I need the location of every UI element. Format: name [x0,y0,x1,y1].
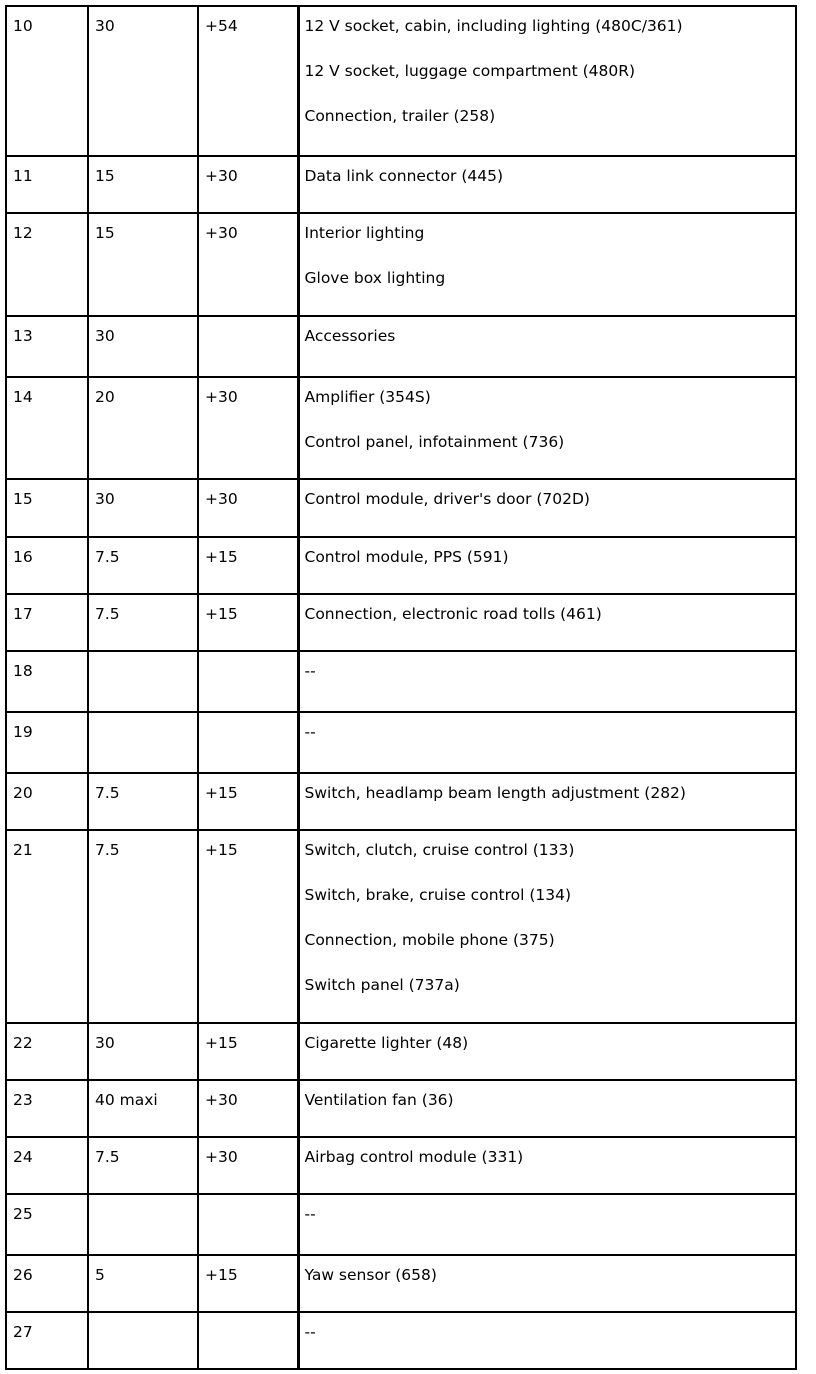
description-line: -- [304,1205,316,1223]
amperage: 7.5 [95,784,120,802]
amperage [95,1313,197,1322]
description-line: Airbag control module (331) [304,1148,524,1166]
amperage: 7.5 [95,1148,120,1166]
fuse-number: 24 [13,1148,33,1166]
table-row [6,712,796,773]
description-lines [305,538,796,567]
fuse-number-cell [6,594,88,651]
amperage: 15 [95,167,115,185]
amperage-cell [88,213,198,316]
fuse-number-cell [6,1137,88,1194]
fuse-number: 23 [13,1091,33,1109]
amperage-cell [88,6,198,156]
description-cell [298,594,796,651]
description-line: Switch, clutch, cruise control (133) [304,841,575,859]
fuse-number-cell [6,537,88,594]
fuse-number-cell [6,156,88,213]
power-supply-cell [198,6,298,156]
fuse-number: 18 [13,662,33,680]
amperage-cell [88,1023,198,1080]
fuse-number: 21 [13,841,33,859]
fuse-number: 17 [13,605,33,623]
description-line: 12 V socket, cabin, including lighting (480C/361) [304,17,683,35]
description-line: Switch, headlamp beam length adjustment (282) [304,784,686,802]
amperage-cell [88,594,198,651]
description-lines [305,1195,796,1224]
description-line: Switch panel (737a) [304,976,460,994]
table-row [6,1023,796,1080]
description-cell [298,1137,796,1194]
table-row [6,6,796,156]
description-lines [305,1081,796,1110]
fuse-number: 27 [13,1323,33,1341]
description-cell [298,830,796,1023]
power-supply-cell [198,1023,298,1080]
power-supply-cell [198,651,298,712]
table-row [6,316,796,377]
description-line: Glove box lighting [304,269,446,287]
description-line: Interior lighting [304,224,425,242]
power-supply: +15 [205,1034,238,1052]
description-lines [305,774,796,803]
description-line: Control module, PPS (591) [304,548,509,566]
description-line: Amplifier (354S) [304,388,431,406]
fuse-number: 19 [13,723,33,741]
description-lines [305,480,796,509]
table-row [6,537,796,594]
power-supply: +30 [205,1148,238,1166]
description-cell [298,1080,796,1137]
amperage-cell [88,651,198,712]
fuse-number-cell [6,712,88,773]
fuse-number: 16 [13,548,33,566]
amperage: 40 maxi [95,1091,158,1109]
power-supply: +15 [205,841,238,859]
table-row [6,479,796,537]
description-cell [298,651,796,712]
power-supply: +30 [205,167,238,185]
description-line: -- [304,1323,316,1341]
fuse-number: 13 [13,327,33,345]
power-supply [205,713,297,722]
table-row [6,213,796,316]
table-row [6,1080,796,1137]
fuse-number-cell [6,1080,88,1137]
description-line: Accessories [304,327,396,345]
table-row [6,773,796,830]
description-cell [298,1194,796,1255]
fuse-number-cell [6,316,88,377]
power-supply-cell [198,537,298,594]
fuse-number-cell [6,213,88,316]
amperage [95,1195,197,1204]
description-cell [298,6,796,156]
description-lines [305,317,796,346]
fuse-table-body [6,6,796,1369]
description-lines [305,652,796,681]
description-line: Control module, driver's door (702D) [304,490,590,508]
description-line: Ventilation fan (36) [304,1091,454,1109]
power-supply: +15 [205,605,238,623]
table-row [6,830,796,1023]
amperage-cell [88,830,198,1023]
amperage: 7.5 [95,841,120,859]
description-line: -- [304,662,316,680]
description-cell [298,377,796,479]
description-lines [305,1313,796,1342]
description-cell [298,156,796,213]
amperage-cell [88,377,198,479]
fuse-number: 25 [13,1205,33,1223]
fuse-number-cell [6,1194,88,1255]
amperage-cell [88,1255,198,1312]
power-supply: +15 [205,1266,238,1284]
fuse-number-cell [6,651,88,712]
description-lines [305,7,796,126]
amperage-cell [88,712,198,773]
description-lines [305,378,796,452]
amperage [95,713,197,722]
fuse-number: 26 [13,1266,33,1284]
power-supply-cell [198,594,298,651]
description-lines [305,1024,796,1053]
power-supply: +30 [205,224,238,242]
description-line: Yaw sensor (658) [304,1266,437,1284]
amperage: 7.5 [95,548,120,566]
power-supply [205,1313,297,1322]
fuse-table [5,5,797,1370]
power-supply: +30 [205,1091,238,1109]
fuse-number-cell [6,1255,88,1312]
description-line: -- [304,723,316,741]
description-lines [305,214,796,288]
description-line: Connection, trailer (258) [304,107,496,125]
power-supply-cell [198,1194,298,1255]
power-supply-cell [198,712,298,773]
amperage-cell [88,316,198,377]
table-row [6,1137,796,1194]
fuse-number: 11 [13,167,33,185]
power-supply: +15 [205,548,238,566]
description-cell [298,213,796,316]
power-supply [205,1195,297,1204]
power-supply-cell [198,479,298,537]
power-supply-cell [198,1137,298,1194]
power-supply-cell [198,1080,298,1137]
amperage-cell [88,479,198,537]
fuse-number: 22 [13,1034,33,1052]
fuse-number: 20 [13,784,33,802]
description-lines [305,1256,796,1285]
description-cell [298,1023,796,1080]
description-cell [298,316,796,377]
description-cell [298,1255,796,1312]
amperage: 15 [95,224,115,242]
amperage: 30 [95,327,115,345]
power-supply-cell [198,1312,298,1369]
table-row [6,1194,796,1255]
power-supply: +54 [205,17,238,35]
amperage-cell [88,773,198,830]
description-line: Data link connector (445) [304,167,504,185]
fuse-number-cell [6,773,88,830]
amperage-cell [88,1312,198,1369]
table-row [6,1312,796,1369]
description-lines [305,1138,796,1167]
description-line: Connection, electronic road tolls (461) [304,605,602,623]
amperage-cell [88,1137,198,1194]
description-cell [298,537,796,594]
power-supply-cell [198,156,298,213]
description-lines [305,831,796,995]
description-line: Cigarette lighter (48) [304,1034,469,1052]
description-line: Connection, mobile phone (375) [304,931,555,949]
amperage: 7.5 [95,605,120,623]
fuse-number-cell [6,6,88,156]
fuse-number: 15 [13,490,33,508]
fuse-number-cell [6,479,88,537]
power-supply: +15 [205,784,238,802]
fuse-number-cell [6,830,88,1023]
amperage: 5 [95,1266,105,1284]
amperage-cell [88,1194,198,1255]
description-cell [298,479,796,537]
amperage-cell [88,156,198,213]
description-lines [305,595,796,624]
description-line: Switch, brake, cruise control (134) [304,886,572,904]
fuse-number: 14 [13,388,33,406]
power-supply: +30 [205,490,238,508]
table-row [6,651,796,712]
amperage-cell [88,537,198,594]
fuse-number: 10 [13,17,33,35]
description-lines [305,157,796,186]
amperage: 30 [95,1034,115,1052]
amperage: 20 [95,388,115,406]
description-line: Control panel, infotainment (736) [304,433,565,451]
fuse-number-cell [6,1023,88,1080]
power-supply-cell [198,377,298,479]
fuse-number-cell [6,1312,88,1369]
power-supply [205,652,297,661]
power-supply-cell [198,773,298,830]
description-lines [305,713,796,742]
description-cell [298,773,796,830]
table-row [6,156,796,213]
power-supply-cell [198,213,298,316]
amperage [95,652,197,661]
amperage: 30 [95,490,115,508]
power-supply-cell [198,316,298,377]
amperage: 30 [95,17,115,35]
power-supply-cell [198,1255,298,1312]
description-cell [298,712,796,773]
description-cell [298,1312,796,1369]
description-line: 12 V socket, luggage compartment (480R) [304,62,636,80]
fuse-number-cell [6,377,88,479]
table-row [6,594,796,651]
amperage-cell [88,1080,198,1137]
table-row [6,377,796,479]
power-supply: +30 [205,388,238,406]
table-row [6,1255,796,1312]
power-supply-cell [198,830,298,1023]
power-supply [205,317,297,326]
fuse-number: 12 [13,224,33,242]
